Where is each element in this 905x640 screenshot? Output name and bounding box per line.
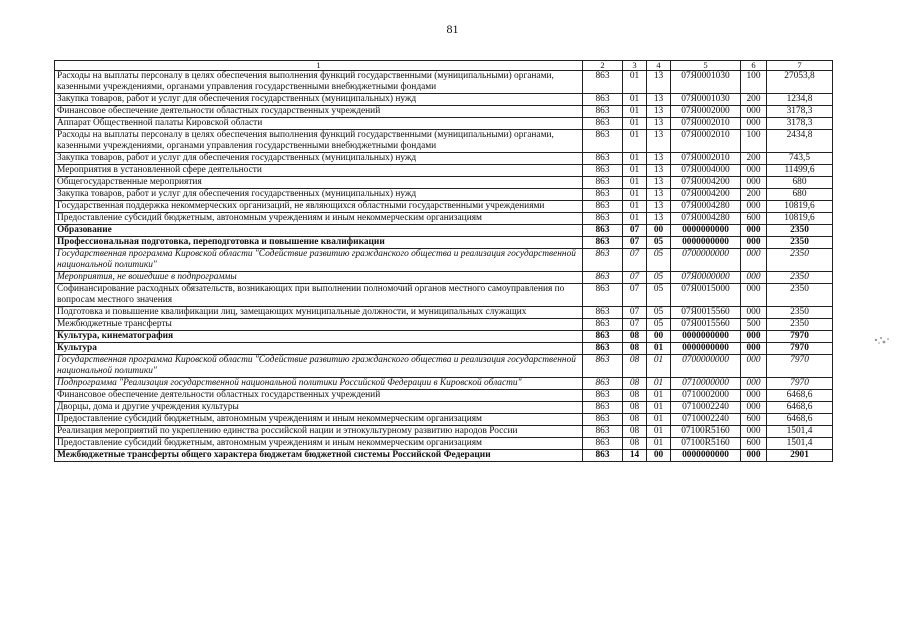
row-value-cell-c4: 05: [647, 307, 671, 319]
row-value-cell-c7: 1234,8: [767, 94, 833, 106]
row-value-cell-c7: 2434,8: [767, 130, 833, 153]
row-value-cell-c4: 05: [647, 237, 671, 249]
row-value-cell-c4: 13: [647, 165, 671, 177]
row-value-cell-c3: 07: [623, 225, 647, 237]
row-name-cell: Закупка товаров, работ и услуг для обеспечения государственных (муниципальных) нужд: [55, 153, 583, 165]
row-value-cell-c6: 000: [741, 237, 767, 249]
row-value-cell-c5: 07Я0004000: [671, 165, 741, 177]
row-value-cell-c4: 13: [647, 118, 671, 130]
column-header: 3: [623, 61, 647, 71]
row-name-cell: Аппарат Общественной палаты Кировской области: [55, 118, 583, 130]
row-value-cell-c5: 07Я0002010: [671, 118, 741, 130]
row-name-cell: Государственная программа Кировской области "Содействие развитию гражданского общества и реализация государственной национальной политики": [55, 249, 583, 272]
row-name-cell: Мероприятия в установленной сфере деятельности: [55, 165, 583, 177]
table-row: [55, 331, 833, 343]
row-value-cell-c3: 07: [623, 237, 647, 249]
row-value-cell-c6: 600: [741, 213, 767, 225]
row-value-cell-c5: 07Я0002010: [671, 130, 741, 153]
row-value-cell-c2: 863: [583, 343, 623, 355]
table-row: [55, 165, 833, 177]
row-value-cell-c3: 01: [623, 118, 647, 130]
table-row: [55, 307, 833, 319]
row-value-cell-c4: 01: [647, 414, 671, 426]
row-value-cell-c2: 863: [583, 355, 623, 378]
row-name-cell: Расходы на выплаты персоналу в целях обеспечения выполнения функций государственными (муниципальными) органами, казенными учреждениями, органами управления государственными внебюджетными фондами: [55, 71, 583, 94]
row-value-cell-c2: 863: [583, 165, 623, 177]
row-value-cell-c3: 01: [623, 177, 647, 189]
row-value-cell-c3: 07: [623, 307, 647, 319]
row-value-cell-c5: 0000000000: [671, 237, 741, 249]
row-value-cell-c7: 7970: [767, 343, 833, 355]
row-value-cell-c7: 1501,4: [767, 438, 833, 450]
table-row: [55, 438, 833, 450]
row-value-cell-c4: 13: [647, 153, 671, 165]
row-value-cell-c7: 10819,6: [767, 213, 833, 225]
row-name-cell: Софинансирование расходных обязательств, возникающих при выполнении полномочий органов местного самоуправления по вопросам местного значения: [55, 284, 583, 307]
row-value-cell-c4: 13: [647, 177, 671, 189]
column-header: 2: [583, 61, 623, 71]
row-value-cell-c2: 863: [583, 201, 623, 213]
table-row: [55, 94, 833, 106]
row-value-cell-c6: 000: [741, 390, 767, 402]
table-row: [55, 249, 833, 272]
row-value-cell-c3: 01: [623, 201, 647, 213]
row-value-cell-c6: 200: [741, 94, 767, 106]
row-value-cell-c2: 863: [583, 378, 623, 390]
row-value-cell-c2: 863: [583, 402, 623, 414]
row-value-cell-c2: 863: [583, 177, 623, 189]
row-value-cell-c5: 0700000000: [671, 249, 741, 272]
row-value-cell-c4: 13: [647, 189, 671, 201]
row-value-cell-c7: 743,5: [767, 153, 833, 165]
row-value-cell-c7: 1501,4: [767, 426, 833, 438]
row-value-cell-c5: 07Я0015000: [671, 284, 741, 307]
budget-table: [54, 60, 833, 462]
row-value-cell-c3: 01: [623, 130, 647, 153]
row-value-cell-c6: 000: [741, 426, 767, 438]
row-value-cell-c3: 14: [623, 450, 647, 462]
row-value-cell-c3: 08: [623, 331, 647, 343]
row-value-cell-c3: 08: [623, 390, 647, 402]
row-value-cell-c2: 863: [583, 307, 623, 319]
row-value-cell-c3: 01: [623, 189, 647, 201]
column-header: 1: [55, 61, 583, 71]
table-row: [55, 272, 833, 284]
row-value-cell-c7: 6468,6: [767, 402, 833, 414]
row-name-cell: Подпрограмма "Реализация государственной национальной политики Российской Федерации в Кировской области": [55, 378, 583, 390]
row-value-cell-c7: 2901: [767, 450, 833, 462]
row-value-cell-c4: 05: [647, 249, 671, 272]
row-value-cell-c3: 01: [623, 165, 647, 177]
row-value-cell-c6: 000: [741, 307, 767, 319]
row-value-cell-c3: 08: [623, 426, 647, 438]
row-value-cell-c3: 08: [623, 402, 647, 414]
row-value-cell-c4: 13: [647, 94, 671, 106]
row-value-cell-c3: 01: [623, 94, 647, 106]
row-name-cell: Подготовка и повышение квалификации лиц, замещающих муниципальные должности, и муниципальных служащих: [55, 307, 583, 319]
row-value-cell-c7: 3178,3: [767, 106, 833, 118]
table-row: [55, 426, 833, 438]
row-name-cell: Предоставление субсидий бюджетным, автономным учреждениям и иным некоммерческим организациям: [55, 414, 583, 426]
row-value-cell-c5: 07Я0004280: [671, 213, 741, 225]
row-value-cell-c6: 600: [741, 438, 767, 450]
row-value-cell-c5: 0000000000: [671, 450, 741, 462]
row-value-cell-c2: 863: [583, 272, 623, 284]
row-value-cell-c4: 13: [647, 201, 671, 213]
row-value-cell-c5: 0000000000: [671, 343, 741, 355]
row-value-cell-c5: 07Я0004280: [671, 201, 741, 213]
table-row: [55, 402, 833, 414]
table-row: [55, 414, 833, 426]
column-number-row: [55, 61, 833, 71]
row-value-cell-c7: 680: [767, 189, 833, 201]
row-value-cell-c5: 0700000000: [671, 355, 741, 378]
row-value-cell-c2: 863: [583, 426, 623, 438]
table-row: [55, 237, 833, 249]
row-value-cell-c6: 000: [741, 355, 767, 378]
row-value-cell-c5: 07Я0004200: [671, 177, 741, 189]
row-value-cell-c2: 863: [583, 213, 623, 225]
row-value-cell-c3: 08: [623, 378, 647, 390]
row-value-cell-c6: 000: [741, 450, 767, 462]
row-value-cell-c2: 863: [583, 414, 623, 426]
table-row: [55, 450, 833, 462]
table-row: [55, 343, 833, 355]
row-value-cell-c7: 2350: [767, 319, 833, 331]
row-value-cell-c6: 000: [741, 402, 767, 414]
row-value-cell-c3: 08: [623, 438, 647, 450]
row-value-cell-c5: 0710000000: [671, 378, 741, 390]
row-value-cell-c3: 07: [623, 319, 647, 331]
row-value-cell-c6: 100: [741, 130, 767, 153]
row-name-cell: Реализация мероприятий по укреплению единства российской нации и этнокультурному развитию народов России: [55, 426, 583, 438]
row-value-cell-c3: 01: [623, 213, 647, 225]
page-number: 81: [446, 22, 459, 36]
row-name-cell: Общегосударственные мероприятия: [55, 177, 583, 189]
column-header: 6: [741, 61, 767, 71]
row-name-cell: Закупка товаров, работ и услуг для обеспечения государственных (муниципальных) нужд: [55, 94, 583, 106]
row-value-cell-c7: 2350: [767, 225, 833, 237]
row-name-cell: Культура: [55, 343, 583, 355]
row-value-cell-c4: 13: [647, 130, 671, 153]
row-value-cell-c4: 01: [647, 438, 671, 450]
row-value-cell-c2: 863: [583, 71, 623, 94]
row-value-cell-c4: 00: [647, 225, 671, 237]
row-value-cell-c6: 000: [741, 331, 767, 343]
table-row: [55, 390, 833, 402]
row-value-cell-c7: 3178,3: [767, 118, 833, 130]
row-value-cell-c4: 05: [647, 284, 671, 307]
table-row: [55, 189, 833, 201]
row-value-cell-c5: 07Я0004200: [671, 189, 741, 201]
row-value-cell-c4: 01: [647, 355, 671, 378]
row-value-cell-c6: 000: [741, 177, 767, 189]
row-value-cell-c2: 863: [583, 130, 623, 153]
row-value-cell-c7: 10819,6: [767, 201, 833, 213]
row-value-cell-c2: 863: [583, 153, 623, 165]
row-value-cell-c6: 000: [741, 165, 767, 177]
row-value-cell-c2: 863: [583, 237, 623, 249]
row-value-cell-c7: 27053,8: [767, 71, 833, 94]
row-value-cell-c2: 863: [583, 450, 623, 462]
column-header: 7: [767, 61, 833, 71]
row-value-cell-c7: 2350: [767, 237, 833, 249]
row-value-cell-c7: 7970: [767, 378, 833, 390]
row-value-cell-c5: 07100R5160: [671, 438, 741, 450]
row-value-cell-c6: 000: [741, 249, 767, 272]
row-value-cell-c7: 6468,6: [767, 390, 833, 402]
row-value-cell-c6: 000: [741, 201, 767, 213]
row-value-cell-c5: 07Я0001030: [671, 94, 741, 106]
row-name-cell: Предоставление субсидий бюджетным, автономным учреждениям и иным некоммерческим организациям: [55, 213, 583, 225]
row-value-cell-c4: 01: [647, 378, 671, 390]
row-value-cell-c2: 863: [583, 94, 623, 106]
row-value-cell-c2: 863: [583, 106, 623, 118]
row-name-cell: Закупка товаров, работ и услуг для обеспечения государственных (муниципальных) нужд: [55, 189, 583, 201]
row-name-cell: Дворцы, дома и другие учреждения культуры: [55, 402, 583, 414]
row-name-cell: Государственная программа Кировской области "Содействие развитию гражданского общества и реализация государственной национальной политики": [55, 355, 583, 378]
row-value-cell-c3: 01: [623, 106, 647, 118]
row-value-cell-c2: 863: [583, 438, 623, 450]
row-value-cell-c4: 05: [647, 319, 671, 331]
row-value-cell-c5: 07Я0015560: [671, 319, 741, 331]
table-row: [55, 319, 833, 331]
row-value-cell-c6: 000: [741, 106, 767, 118]
row-value-cell-c7: 2350: [767, 249, 833, 272]
row-value-cell-c2: 863: [583, 284, 623, 307]
row-value-cell-c2: 863: [583, 225, 623, 237]
table-row: [55, 225, 833, 237]
row-value-cell-c3: 08: [623, 414, 647, 426]
row-value-cell-c6: 200: [741, 189, 767, 201]
row-name-cell: Межбюджетные трансферты: [55, 319, 583, 331]
row-value-cell-c7: 680: [767, 177, 833, 189]
row-value-cell-c5: 07Я0002010: [671, 153, 741, 165]
row-value-cell-c4: 01: [647, 390, 671, 402]
row-value-cell-c3: 08: [623, 355, 647, 378]
row-value-cell-c4: 01: [647, 402, 671, 414]
row-value-cell-c3: 01: [623, 71, 647, 94]
row-value-cell-c3: 01: [623, 153, 647, 165]
row-value-cell-c6: 000: [741, 272, 767, 284]
row-name-cell: Культура, кинематография: [55, 331, 583, 343]
row-value-cell-c4: 01: [647, 343, 671, 355]
row-value-cell-c7: 6468,6: [767, 414, 833, 426]
table-row: [55, 153, 833, 165]
table-row: [55, 284, 833, 307]
row-value-cell-c4: 00: [647, 331, 671, 343]
row-value-cell-c3: 07: [623, 249, 647, 272]
row-value-cell-c6: 000: [741, 378, 767, 390]
row-value-cell-c7: 2350: [767, 284, 833, 307]
row-value-cell-c4: 13: [647, 106, 671, 118]
table-row: [55, 378, 833, 390]
row-value-cell-c4: 05: [647, 272, 671, 284]
row-value-cell-c5: 0000000000: [671, 331, 741, 343]
row-value-cell-c5: 0710002240: [671, 402, 741, 414]
row-name-cell: Мероприятия, не вошедшие в подпрограммы: [55, 272, 583, 284]
row-value-cell-c7: 7970: [767, 355, 833, 378]
row-value-cell-c4: 00: [647, 450, 671, 462]
row-value-cell-c5: 0710002000: [671, 390, 741, 402]
row-value-cell-c5: 0710002240: [671, 414, 741, 426]
row-value-cell-c6: 000: [741, 225, 767, 237]
row-value-cell-c5: 07Я0001030: [671, 71, 741, 94]
row-value-cell-c6: 500: [741, 319, 767, 331]
row-name-cell: Финансовое обеспечение деятельности областных государственных учреждений: [55, 106, 583, 118]
row-value-cell-c7: 11499,6: [767, 165, 833, 177]
row-value-cell-c3: 08: [623, 343, 647, 355]
row-name-cell: Расходы на выплаты персоналу в целях обеспечения выполнения функций государственными (муниципальными) органами, казенными учреждениями, органами управления государственными внебюджетными фондами: [55, 130, 583, 153]
row-value-cell-c5: 07Я0000000: [671, 272, 741, 284]
row-value-cell-c3: 07: [623, 284, 647, 307]
row-value-cell-c5: 0000000000: [671, 225, 741, 237]
row-value-cell-c7: 7970: [767, 331, 833, 343]
row-value-cell-c5: 07100R5160: [671, 426, 741, 438]
column-header: 5: [671, 61, 741, 71]
row-name-cell: Финансовое обеспечение деятельности областных государственных учреждений: [55, 390, 583, 402]
table-row: [55, 130, 833, 153]
table-body: [55, 71, 833, 462]
scan-artifact: [872, 333, 892, 347]
row-name-cell: Государственная поддержка некоммерческих организаций, не являющихся областными государственными учреждениями: [55, 201, 583, 213]
row-value-cell-c6: 200: [741, 153, 767, 165]
row-name-cell: Профессиональная подготовка, переподготовка и повышение квалификации: [55, 237, 583, 249]
row-value-cell-c7: 2350: [767, 307, 833, 319]
row-value-cell-c2: 863: [583, 319, 623, 331]
table-row: [55, 355, 833, 378]
row-value-cell-c4: 13: [647, 213, 671, 225]
row-name-cell: Межбюджетные трансферты общего характера бюджетам бюджетной системы Российской Федерации: [55, 450, 583, 462]
column-header: 4: [647, 61, 671, 71]
row-value-cell-c6: 100: [741, 71, 767, 94]
row-value-cell-c6: 600: [741, 414, 767, 426]
row-value-cell-c3: 07: [623, 272, 647, 284]
table-row: [55, 106, 833, 118]
table-row: [55, 177, 833, 189]
row-value-cell-c7: 2350: [767, 272, 833, 284]
row-value-cell-c4: 13: [647, 71, 671, 94]
row-value-cell-c2: 863: [583, 249, 623, 272]
table-row: [55, 201, 833, 213]
row-value-cell-c5: 07Я0002000: [671, 106, 741, 118]
row-value-cell-c4: 01: [647, 426, 671, 438]
row-name-cell: Предоставление субсидий бюджетным, автономным учреждениям и иным некоммерческим организациям: [55, 438, 583, 450]
row-value-cell-c2: 863: [583, 331, 623, 343]
row-value-cell-c6: 000: [741, 118, 767, 130]
table-row: [55, 213, 833, 225]
row-value-cell-c2: 863: [583, 189, 623, 201]
row-value-cell-c2: 863: [583, 390, 623, 402]
row-value-cell-c6: 000: [741, 343, 767, 355]
row-value-cell-c6: 000: [741, 284, 767, 307]
row-value-cell-c5: 07Я0015560: [671, 307, 741, 319]
row-value-cell-c2: 863: [583, 118, 623, 130]
row-name-cell: Образование: [55, 225, 583, 237]
table-row: [55, 71, 833, 94]
table-row: [55, 118, 833, 130]
